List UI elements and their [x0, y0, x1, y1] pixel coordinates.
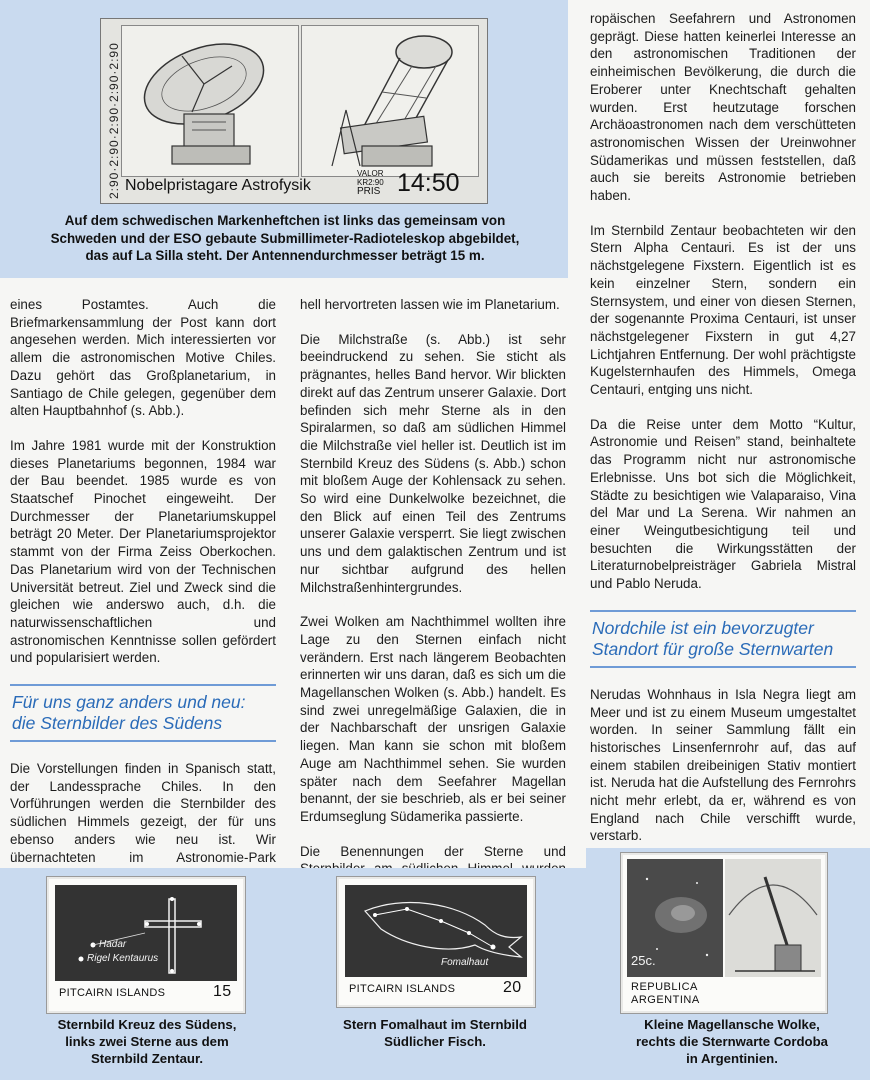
paragraph: Nerudas Wohnhaus in Isla Negra liegt am Meer und ist zu einem Museum umgestaltet worden. In seiner Sammlung fällt ein historisches Linsenfernrohr auf, das auf einem stabilen dreibeinigen Stativ montiert ist. Neruda hat die Aufstellung des Fernrohrs nicht mehr erlebt, da er, während es von England nach Chile verschifft wurde, verstarb.: [590, 686, 856, 844]
radio-telescope-illustration: [122, 26, 298, 176]
stamp-booklet: [100, 18, 488, 204]
caption-line: links zwei Sterne aus dem: [65, 1034, 229, 1049]
paragraph: Im Sternbild Zentaur beobachteten wir den Stern Alpha Centauri. Es ist der uns nächstgelegene Fixstern. Eigentlich ist es kein einzelner Stern, sondern ein Sternsystem, und einer von diesen Sternen, der sogenannte Proxima Centauri, ist unser nächstgelegener Fixstern in gut 4,27 Lichtjahren Entfernung. Der wohl prächtigste Kugelsternhaufen des Himmels, Omega Centauri, entging uns nicht.: [590, 222, 856, 398]
stamp-value: 20: [503, 979, 522, 996]
booklet-price: 14:50: [397, 169, 460, 197]
country-line: ARGENTINA: [631, 994, 700, 1006]
stamp-southern-cross: [46, 876, 246, 1014]
top-caption-line: Schweden und der ESO gebaute Submillimeter-Radioteleskop abgebildet,: [50, 230, 520, 246]
radio-telescope-stamp: [121, 25, 299, 177]
country-line: REPUBLICA: [631, 981, 698, 993]
stamp-night-sky: [55, 885, 237, 981]
caption-line: in Argentinien.: [686, 1051, 778, 1066]
paragraph: ropäischen Seefahrern und Astronomen geprägt. Diese hatten keinerlei Interesse an den astronomischen Traditionen der einheimischen Bevölkerung, die durch die Eroberer unter Knechtschaft gehalten wurden. Erst heutzutage forschen Archäoastronomen nach dem verschütteten astronomischen Wissen der Ureinwohner Südamerikas und müssen feststellen, daß auch sie bereits Astronomie betrieben haben.: [590, 11, 856, 204]
optical-telescope-illustration: [302, 26, 478, 176]
paragraph: eines Postamtes. Auch die Briefmarkensammlung der Post kann dort angesehen werden. Mich interessierten vor allem die astronomischen Motive Chiles. Dazu gehört das Großplanetarium, in Santiago de Chile gelegen, gegenüber dem alten Hauptbahnhof (s. Abb.).: [10, 297, 276, 419]
booklet-title: Nobelpristagare Astrofysik: [125, 177, 311, 194]
stamp-caption-3: [614, 1016, 850, 1067]
caption-line: Stern Fomalhaut im Sternbild: [343, 1017, 527, 1032]
perforation-text: 2:90·2:90·2:90·2:90·2:90: [107, 42, 121, 199]
caption-line: Südlicher Fisch.: [384, 1034, 486, 1049]
paragraph: Die Milchstraße (s. Abb.) ist sehr beeindruckend zu sehen. Sie sticht als prägnantes, helles Band hervor. Wir blickten direkt auf das Zentrum unserer Galaxie. Dort befinden sich mehr Sterne als in den Spiralarmen, so daß am südlichen Himmel die Milchstraße viel heller ist. Deutlich ist im Sternbild Kreuz des Südens (s. Abb.) schon mit bloßem Auge der Kohlensack zu sehen. So wird eine Dunkelwolke bezeichnet, die den Blick auf einen Teil des Zentrums unserer Galaxie versperrt. Sie liegt zwischen uns und dem galaktischen Zentrum und ist nur sichtbar aufgrund des hellen Milchstraßenhintergrundes.: [300, 331, 566, 595]
heading-line: Nordchile ist ein bevorzugter: [592, 617, 814, 638]
stamp-country: PITCAIRN ISLANDS: [349, 983, 456, 995]
heading-line: Für uns ganz anders und neu:: [12, 692, 246, 713]
paragraph: Zwei Wolken am Nachthimmel wollten ihre Lage zu den Sternen einfach nicht verändern. Erst nach längerem Beobachten erinnerten wir uns daran, daß es sich um die Magellanschen Wolken (s. Abb.) handelt. Es sind zwei unregelmäßige Galaxien, die in der Nachbarschaft der unsrigen Galaxie liegen. Man kann sie schon mit bloßem Auge am Nachthimmel sehen. Sie wurden später nach dem Seefahrer Magellan benannt, der sie beschrieb, als er bei seiner Erdumseglung Südamerika passierte.: [300, 614, 566, 824]
stamp-argentina: [620, 852, 828, 1014]
caption-line: Sternbild Kreuz des Südens,: [57, 1017, 237, 1032]
column-3: [590, 10, 856, 915]
paragraph: hell hervortreten lassen wie im Planetarium.: [300, 297, 560, 312]
paragraph: Die Benennungen der Sterne und: [300, 843, 566, 859]
star-label-rigel: Rigel Kentaurus: [87, 953, 159, 964]
southern-fish-constellation: [345, 885, 527, 977]
column-2: [300, 296, 566, 913]
caption-line: Kleine Magellansche Wolke,: [644, 1017, 820, 1032]
paragraph: Die Vorstellungen finden in Spanisch statt, der Landessprache Chiles. In den Vorführungen werden die Sternbilder des südlichen Himmels gezeigt, der für uns ebenso anders wie neu ist. Wir übernachteten im Astronomie-Park: [10, 761, 276, 865]
caption-line: Sternbild Zentaur.: [90, 1051, 204, 1066]
stamp-caption-1: [22, 1016, 272, 1067]
valor-value: KR2:90: [357, 178, 384, 187]
star-label-fomalhaut: Fomalhaut: [441, 957, 489, 968]
stamp-fomalhaut: [336, 876, 536, 1008]
top-caption-line: Auf dem schwedischen Markenheftchen ist links das gemeinsam von: [64, 213, 506, 228]
stamp-observatory: [725, 859, 821, 977]
paragraph: Da die Reise unter dem Motto “Kultur, Astronomie und Reisen” stand, beinhaltete das Programm nicht nur astronomische Erlebnisse. Uns bot sich die Möglichkeit, Städte zu besichtigen wie Valaparaiso, Vina del Mar und La Serena. Wir nahmen an einer Weingutbesichtigung teil und besuchten die Wirkungsstätten der Literaturnobelpreisträger Gabriela Mistral und Pablo Neruda.: [590, 416, 856, 592]
section-heading: [590, 610, 856, 668]
stamp-magellanic-cloud: [627, 859, 723, 977]
stamp-country: PITCAIRN ISLANDS: [59, 987, 166, 999]
stamp-value: 25c.: [631, 953, 656, 968]
caption-line: rechts die Sternwarte Cordoba: [636, 1034, 828, 1049]
heading-line: Standort für große Sternwarten: [592, 638, 834, 659]
observatory-illustration: [725, 859, 821, 977]
valor-label-text: VALOR: [357, 169, 384, 178]
southern-cross-constellation: [55, 885, 237, 981]
section-heading: [10, 684, 276, 742]
optical-telescope-stamp: [301, 25, 479, 177]
top-figure-caption: [20, 212, 550, 265]
stamp-value: 15: [213, 983, 232, 1000]
paragraph: Im Jahre 1981 wurde mit der Konstruktion dieses Planetariums begonnen, 1984 war der Bau beendet. 1985 wurde es von Staatschef Pinochet eingeweiht. Der Durchmesser der Planetariumskuppel beträgt 20 Meter. Der Planetariumsprojektor stammt von der Firma Zeiss Oberkochen. Das Planetarium wird von der Technischen Universität betreut. Ziel und Zweck sind die gleichen wie anderswo auch, d.h. die naturwissenschaftlichen und astronomischen Kenntnisse sollen gefördert und popularisiert werden.: [10, 437, 276, 666]
top-caption-line: das auf La Silla steht. Der Antennendurchmesser beträgt 15 m.: [85, 248, 485, 263]
star-label-hadar: Hadar: [99, 939, 127, 950]
column-1: [10, 296, 276, 936]
stamp-country: [631, 981, 700, 1007]
valor-label: [357, 169, 384, 196]
pris-label: PRIS: [357, 186, 381, 197]
stamp-caption-2: [310, 1016, 560, 1050]
stamp-night-sky: [345, 885, 527, 977]
heading-line: die Sternbilder des Südens: [12, 713, 223, 734]
